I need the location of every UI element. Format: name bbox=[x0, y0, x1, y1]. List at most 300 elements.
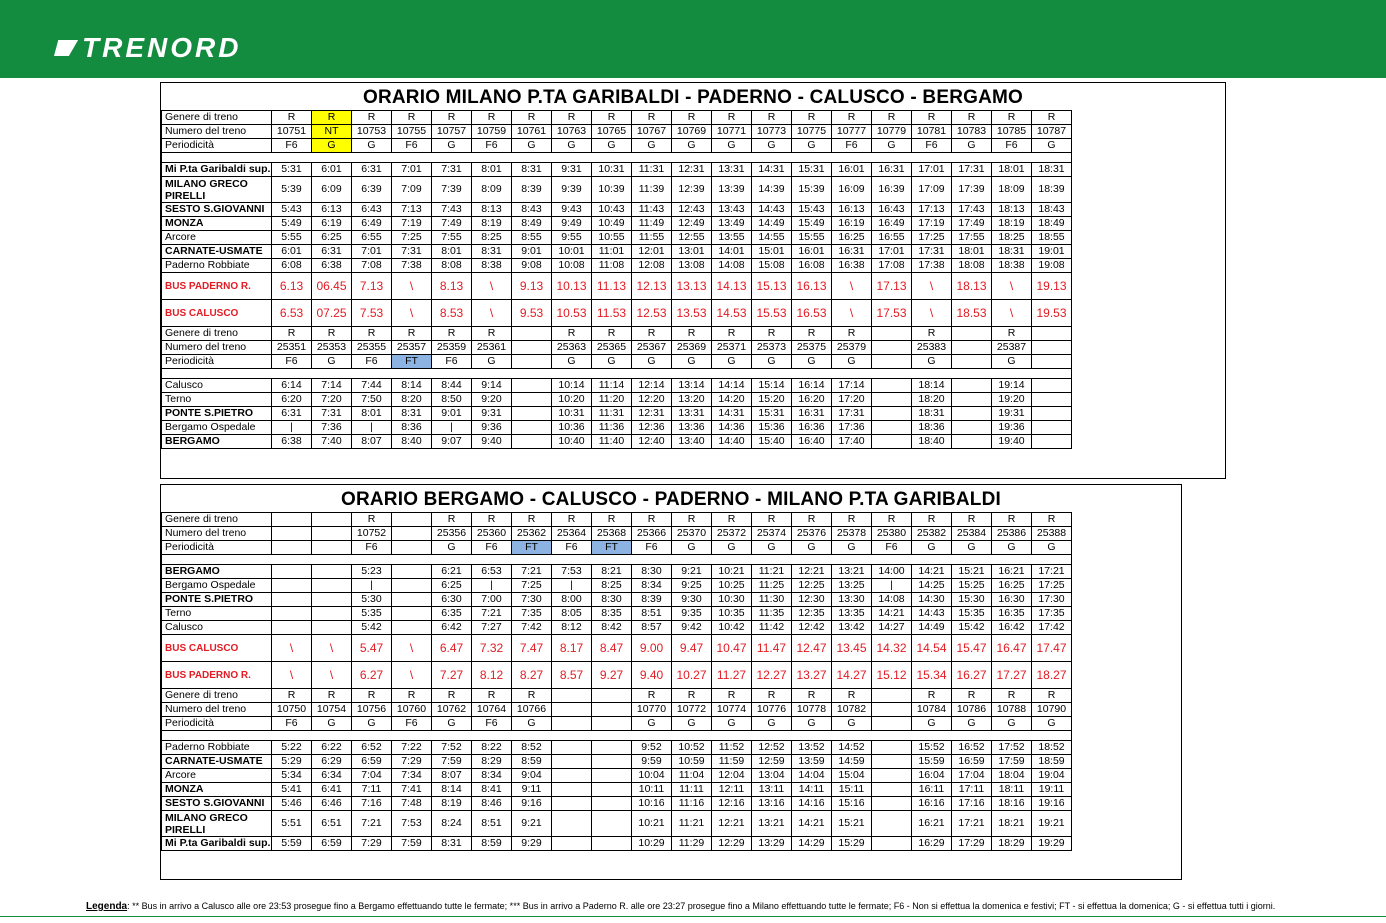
time-cell: 13:40 bbox=[672, 435, 712, 449]
train-cell: 10785 bbox=[992, 125, 1032, 139]
time-cell: 16:55 bbox=[872, 231, 912, 245]
train-cell: R bbox=[712, 111, 752, 125]
time-cell: 16:49 bbox=[872, 217, 912, 231]
time-cell: 7:00 bbox=[472, 593, 512, 607]
time-cell: 13:25 bbox=[832, 579, 872, 593]
time-cell: 8:31 bbox=[432, 837, 472, 851]
time-cell: 11:39 bbox=[632, 177, 672, 203]
time-cell bbox=[552, 769, 592, 783]
time-cell: 9:07 bbox=[432, 435, 472, 449]
time-cell: 6:21 bbox=[432, 565, 472, 579]
time-cell: 15:36 bbox=[752, 421, 792, 435]
train-cell: R bbox=[992, 689, 1032, 703]
bus-name: BUS PADERNO R. bbox=[162, 273, 272, 300]
time-cell: 16:39 bbox=[872, 177, 912, 203]
time-cell: 17:59 bbox=[992, 755, 1032, 769]
time-cell: 17:38 bbox=[912, 259, 952, 273]
time-cell bbox=[872, 741, 912, 755]
bus-time-cell: \ bbox=[912, 273, 952, 300]
train-cell: 10781 bbox=[912, 125, 952, 139]
train-cell: 25365 bbox=[592, 341, 632, 355]
bus-time-cell: 15.13 bbox=[752, 273, 792, 300]
train-cell: G bbox=[312, 139, 352, 153]
train-cell bbox=[512, 355, 552, 369]
train-cell: 10783 bbox=[952, 125, 992, 139]
time-cell: 17:49 bbox=[952, 217, 992, 231]
time-cell: 7:19 bbox=[392, 217, 432, 231]
train-cell: G bbox=[672, 139, 712, 153]
time-cell: 17:35 bbox=[1032, 607, 1072, 621]
stop-name: Arcore bbox=[162, 769, 272, 783]
bus-time-cell: \ bbox=[272, 635, 312, 662]
train-cell: G bbox=[312, 355, 352, 369]
stop-name: PONTE S.PIETRO bbox=[162, 407, 272, 421]
train-cell: 10770 bbox=[632, 703, 672, 717]
bus-row bbox=[162, 662, 1072, 689]
time-cell: 18:38 bbox=[992, 259, 1032, 273]
train-cell bbox=[872, 717, 912, 731]
bus-time-cell: 6.13 bbox=[272, 273, 312, 300]
time-cell: 16:20 bbox=[792, 393, 832, 407]
time-cell: 8:31 bbox=[472, 245, 512, 259]
train-cell: F6 bbox=[392, 139, 432, 153]
time-cell bbox=[872, 811, 912, 837]
time-cell: 14:16 bbox=[792, 797, 832, 811]
time-cell: 14:31 bbox=[752, 163, 792, 177]
time-cell: 8:21 bbox=[592, 565, 632, 579]
time-cell: 14:59 bbox=[832, 755, 872, 769]
time-cell bbox=[392, 565, 432, 579]
time-cell bbox=[952, 393, 992, 407]
bus-time-cell: 11.13 bbox=[592, 273, 632, 300]
train-cell: R bbox=[992, 111, 1032, 125]
time-cell: 17:30 bbox=[1032, 593, 1072, 607]
stop-row bbox=[162, 421, 1072, 435]
time-cell: 7:25 bbox=[512, 579, 552, 593]
train-cell: F6 bbox=[472, 541, 512, 555]
time-cell: 12:55 bbox=[672, 231, 712, 245]
train-cell: G bbox=[712, 355, 752, 369]
train-cell: 10751 bbox=[272, 125, 312, 139]
train-cell: R bbox=[672, 111, 712, 125]
time-cell: 8:36 bbox=[392, 421, 432, 435]
time-cell: 15:43 bbox=[792, 203, 832, 217]
stop-name: MILANO GRECO PIRELLI bbox=[162, 177, 272, 203]
stop-row bbox=[162, 435, 1072, 449]
time-cell: 14:25 bbox=[912, 579, 952, 593]
train-cell: 25373 bbox=[752, 341, 792, 355]
time-cell: 14:21 bbox=[912, 565, 952, 579]
train-cell: R bbox=[632, 513, 672, 527]
train-cell: G bbox=[792, 139, 832, 153]
time-cell bbox=[552, 755, 592, 769]
time-cell: 13:42 bbox=[832, 621, 872, 635]
time-cell: 9:14 bbox=[472, 379, 512, 393]
time-cell: 9:29 bbox=[512, 837, 552, 851]
bus-time-cell: 9.00 bbox=[632, 635, 672, 662]
stop-row bbox=[162, 579, 1072, 593]
train-cell: G bbox=[992, 355, 1032, 369]
time-cell: 8:34 bbox=[472, 769, 512, 783]
time-cell: 7:50 bbox=[352, 393, 392, 407]
train-cell bbox=[952, 341, 992, 355]
time-cell: 6:30 bbox=[432, 593, 472, 607]
train-cell: 25372 bbox=[712, 527, 752, 541]
time-cell: 6:55 bbox=[352, 231, 392, 245]
time-cell bbox=[272, 621, 312, 635]
time-cell: 13:01 bbox=[672, 245, 712, 259]
time-cell: 19:11 bbox=[1032, 783, 1072, 797]
spacer-cell bbox=[162, 731, 1072, 741]
time-cell: 12:40 bbox=[632, 435, 672, 449]
time-cell: 18:20 bbox=[912, 393, 952, 407]
stop-row bbox=[162, 741, 1072, 755]
bus-time-cell: \ bbox=[992, 273, 1032, 300]
train-cell bbox=[872, 327, 912, 341]
train-cell: R bbox=[312, 689, 352, 703]
time-cell: 17:13 bbox=[912, 203, 952, 217]
time-cell: 11:29 bbox=[672, 837, 712, 851]
time-cell bbox=[952, 435, 992, 449]
time-cell: 17:29 bbox=[952, 837, 992, 851]
train-cell: G bbox=[352, 717, 392, 731]
time-cell: 6:38 bbox=[312, 259, 352, 273]
train-cell: 10760 bbox=[392, 703, 432, 717]
train-cell bbox=[1032, 341, 1072, 355]
time-cell: 13:16 bbox=[752, 797, 792, 811]
bus-time-cell: 16.27 bbox=[952, 662, 992, 689]
bus-time-cell: \ bbox=[832, 273, 872, 300]
time-cell: 9:43 bbox=[552, 203, 592, 217]
time-cell: 7:21 bbox=[512, 565, 552, 579]
time-cell: 15:35 bbox=[952, 607, 992, 621]
time-cell: 18:01 bbox=[952, 245, 992, 259]
train-cell: R bbox=[352, 111, 392, 125]
time-cell: 11:21 bbox=[752, 565, 792, 579]
section-title: ORARIO MILANO P.TA GARIBALDI - PADERNO - CALUSCO - BERGAMO bbox=[362, 87, 1024, 108]
header-row bbox=[162, 527, 1072, 541]
train-cell bbox=[952, 355, 992, 369]
time-cell: 13:49 bbox=[712, 217, 752, 231]
train-cell: G bbox=[632, 355, 672, 369]
time-cell: 12:36 bbox=[632, 421, 672, 435]
stop-row bbox=[162, 593, 1072, 607]
bus-time-cell: \ bbox=[912, 300, 952, 327]
spacer-cell bbox=[162, 153, 1072, 163]
time-cell: 16:52 bbox=[952, 741, 992, 755]
train-cell bbox=[552, 717, 592, 731]
train-cell: 10753 bbox=[352, 125, 392, 139]
time-cell: 16:31 bbox=[792, 407, 832, 421]
time-cell: 9:21 bbox=[512, 811, 552, 837]
bus-time-cell: \ bbox=[392, 662, 432, 689]
spacer-cell bbox=[162, 555, 1072, 565]
train-cell: G bbox=[792, 541, 832, 555]
train-cell: 10752 bbox=[352, 527, 392, 541]
time-cell: 15:21 bbox=[952, 565, 992, 579]
train-cell: 10773 bbox=[752, 125, 792, 139]
time-cell bbox=[552, 783, 592, 797]
time-cell: 16:21 bbox=[992, 565, 1032, 579]
time-cell: 12:31 bbox=[632, 407, 672, 421]
stop-row bbox=[162, 783, 1072, 797]
train-cell: 10761 bbox=[512, 125, 552, 139]
bus-time-cell: 11.47 bbox=[752, 635, 792, 662]
train-cell: G bbox=[312, 717, 352, 731]
time-cell bbox=[512, 435, 552, 449]
time-cell: 8:59 bbox=[472, 837, 512, 851]
row-label: Periodicità bbox=[162, 139, 272, 153]
train-cell: 25382 bbox=[912, 527, 952, 541]
time-cell: 16:40 bbox=[792, 435, 832, 449]
time-cell: 16:31 bbox=[832, 245, 872, 259]
train-cell: 25366 bbox=[632, 527, 672, 541]
train-cell: 25353 bbox=[312, 341, 352, 355]
train-cell bbox=[272, 541, 312, 555]
time-cell: 17:19 bbox=[912, 217, 952, 231]
time-cell: 19:29 bbox=[1032, 837, 1072, 851]
time-cell: 12:08 bbox=[632, 259, 672, 273]
time-cell: 17:36 bbox=[832, 421, 872, 435]
time-cell: 6:13 bbox=[312, 203, 352, 217]
bus-time-cell: 5.47 bbox=[352, 635, 392, 662]
header-row bbox=[162, 541, 1072, 555]
time-cell: 12:29 bbox=[712, 837, 752, 851]
bus-time-cell: 17.53 bbox=[872, 300, 912, 327]
spacer-row bbox=[162, 555, 1072, 565]
bus-time-cell: 9.13 bbox=[512, 273, 552, 300]
time-cell: 7:38 bbox=[392, 259, 432, 273]
time-cell: 7:42 bbox=[512, 621, 552, 635]
legend-text: : ** Bus in arrivo a Calusco alle ore 23:53 prosegue fino a Bergamo effettuando tutte le fermate; *** Bus in arrivo a Paderno R. alle ore 23:27 prosegue fino a Milano effettuando tutte le fermate; F6 - Non si effettua la domenica e festivi; FT - si effettua la domenica; G - si effettua tutti i giorni. bbox=[127, 901, 1276, 911]
train-cell: F6 bbox=[272, 717, 312, 731]
bus-time-cell: 15.12 bbox=[872, 662, 912, 689]
time-cell: 12:42 bbox=[792, 621, 832, 635]
time-cell: 19:08 bbox=[1032, 259, 1072, 273]
bus-time-cell: 15.47 bbox=[952, 635, 992, 662]
spacer-row bbox=[162, 153, 1072, 163]
time-cell: 10:36 bbox=[552, 421, 592, 435]
time-cell bbox=[552, 797, 592, 811]
time-cell: 7:22 bbox=[392, 741, 432, 755]
time-cell: 13:55 bbox=[712, 231, 752, 245]
time-cell: 13:36 bbox=[672, 421, 712, 435]
time-cell: 8:51 bbox=[632, 607, 672, 621]
time-cell: 12:30 bbox=[792, 593, 832, 607]
train-cell: G bbox=[952, 717, 992, 731]
bus-time-cell: 10.27 bbox=[672, 662, 712, 689]
time-cell bbox=[952, 379, 992, 393]
time-cell: 15:30 bbox=[952, 593, 992, 607]
bus-time-cell: \ bbox=[472, 300, 512, 327]
time-cell: 19:20 bbox=[992, 393, 1032, 407]
time-cell: 10:31 bbox=[592, 163, 632, 177]
train-cell: F6 bbox=[472, 717, 512, 731]
time-cell: 12:31 bbox=[672, 163, 712, 177]
time-cell: 12:21 bbox=[792, 565, 832, 579]
train-cell: G bbox=[1032, 717, 1072, 731]
time-cell: 8:07 bbox=[352, 435, 392, 449]
time-cell bbox=[312, 593, 352, 607]
time-cell bbox=[272, 593, 312, 607]
stop-name: SESTO S.GIOVANNI bbox=[162, 797, 272, 811]
bus-time-cell: 11.27 bbox=[712, 662, 752, 689]
time-cell bbox=[592, 783, 632, 797]
train-cell bbox=[312, 527, 352, 541]
time-cell: 12:16 bbox=[712, 797, 752, 811]
time-cell: 9:40 bbox=[472, 435, 512, 449]
time-cell: 6:25 bbox=[312, 231, 352, 245]
time-cell: 5:35 bbox=[352, 607, 392, 621]
train-cell: G bbox=[792, 355, 832, 369]
bus-time-cell: 6.53 bbox=[272, 300, 312, 327]
time-cell: 11:42 bbox=[752, 621, 792, 635]
time-cell: 12:01 bbox=[632, 245, 672, 259]
bus-time-cell: 14.54 bbox=[912, 635, 952, 662]
train-cell: R bbox=[912, 327, 952, 341]
train-cell: 25378 bbox=[832, 527, 872, 541]
train-cell bbox=[552, 703, 592, 717]
time-cell: 14:04 bbox=[792, 769, 832, 783]
trenord-logo bbox=[56, 32, 241, 64]
time-cell: 18:25 bbox=[992, 231, 1032, 245]
time-cell: 8:25 bbox=[472, 231, 512, 245]
train-cell: G bbox=[952, 541, 992, 555]
time-cell: 6:42 bbox=[432, 621, 472, 635]
train-cell: 10774 bbox=[712, 703, 752, 717]
train-cell: 10762 bbox=[432, 703, 472, 717]
time-cell bbox=[512, 393, 552, 407]
train-cell: G bbox=[512, 717, 552, 731]
time-cell: 13:59 bbox=[792, 755, 832, 769]
bus-time-cell: 10.47 bbox=[712, 635, 752, 662]
time-cell: 14:00 bbox=[872, 565, 912, 579]
train-cell: G bbox=[432, 717, 472, 731]
time-cell: 6:39 bbox=[352, 177, 392, 203]
bus-time-cell: 7.47 bbox=[512, 635, 552, 662]
time-cell: 7:13 bbox=[392, 203, 432, 217]
time-cell: 19:01 bbox=[1032, 245, 1072, 259]
time-cell: 16:01 bbox=[832, 163, 872, 177]
train-cell: F6 bbox=[992, 139, 1032, 153]
time-cell: 14:36 bbox=[712, 421, 752, 435]
time-cell: 17:01 bbox=[872, 245, 912, 259]
row-label: Periodicità bbox=[162, 541, 272, 555]
bus-time-cell: 19.13 bbox=[1032, 273, 1072, 300]
time-cell: 17:25 bbox=[1032, 579, 1072, 593]
stop-row bbox=[162, 755, 1072, 769]
bus-time-cell: \ bbox=[472, 273, 512, 300]
time-cell: 6:53 bbox=[472, 565, 512, 579]
time-cell: 7:16 bbox=[352, 797, 392, 811]
train-cell: R bbox=[472, 327, 512, 341]
stop-row bbox=[162, 177, 1072, 203]
header-row bbox=[162, 513, 1072, 527]
time-cell: 5:41 bbox=[272, 783, 312, 797]
time-cell bbox=[872, 769, 912, 783]
time-cell: 11:35 bbox=[752, 607, 792, 621]
spacer-row bbox=[162, 731, 1072, 741]
time-cell: 7:59 bbox=[392, 837, 432, 851]
time-cell: 5:29 bbox=[272, 755, 312, 769]
train-cell: R bbox=[832, 111, 872, 125]
time-cell: 9:04 bbox=[512, 769, 552, 783]
bus-time-cell: 9.40 bbox=[632, 662, 672, 689]
bus-row bbox=[162, 300, 1072, 327]
time-cell: 13:39 bbox=[712, 177, 752, 203]
time-cell: 17:25 bbox=[912, 231, 952, 245]
time-cell: 15:25 bbox=[952, 579, 992, 593]
time-cell: 10:16 bbox=[632, 797, 672, 811]
time-cell: 9:01 bbox=[432, 407, 472, 421]
train-cell: G bbox=[712, 139, 752, 153]
time-cell: 5:22 bbox=[272, 741, 312, 755]
stop-name: Terno bbox=[162, 607, 272, 621]
time-cell: 7:55 bbox=[432, 231, 472, 245]
header-row bbox=[162, 125, 1072, 139]
time-cell: 9:31 bbox=[472, 407, 512, 421]
time-cell: 7:09 bbox=[392, 177, 432, 203]
time-cell: 16:16 bbox=[912, 797, 952, 811]
time-cell: 8:42 bbox=[592, 621, 632, 635]
time-cell: 16:38 bbox=[832, 259, 872, 273]
train-cell: G bbox=[752, 139, 792, 153]
time-cell: 13:20 bbox=[672, 393, 712, 407]
time-cell: 13:43 bbox=[712, 203, 752, 217]
time-cell: 10:55 bbox=[592, 231, 632, 245]
train-cell: R bbox=[792, 689, 832, 703]
time-cell: 16:09 bbox=[832, 177, 872, 203]
time-cell: 11:25 bbox=[752, 579, 792, 593]
time-cell: 6:38 bbox=[272, 435, 312, 449]
time-cell bbox=[552, 837, 592, 851]
train-cell: R bbox=[472, 111, 512, 125]
header-row bbox=[162, 703, 1072, 717]
time-cell bbox=[592, 741, 632, 755]
row-label: Genere di treno bbox=[162, 111, 272, 125]
time-cell: 15:31 bbox=[792, 163, 832, 177]
time-cell: 13:52 bbox=[792, 741, 832, 755]
time-cell: 18:43 bbox=[1032, 203, 1072, 217]
bus-time-cell: 13.53 bbox=[672, 300, 712, 327]
time-cell: 9:59 bbox=[632, 755, 672, 769]
bus-time-cell: 14.32 bbox=[872, 635, 912, 662]
time-cell: 7:01 bbox=[392, 163, 432, 177]
time-cell: 19:14 bbox=[992, 379, 1032, 393]
time-cell: 11:52 bbox=[712, 741, 752, 755]
time-cell: 7:43 bbox=[432, 203, 472, 217]
time-cell: 5:39 bbox=[272, 177, 312, 203]
stop-row bbox=[162, 621, 1072, 635]
bus-time-cell: 07.25 bbox=[312, 300, 352, 327]
time-cell: 14:21 bbox=[792, 811, 832, 837]
train-cell: 25376 bbox=[792, 527, 832, 541]
train-cell: G bbox=[472, 355, 512, 369]
timetable-grid bbox=[161, 110, 1072, 449]
time-cell: 14:39 bbox=[752, 177, 792, 203]
train-cell: G bbox=[792, 717, 832, 731]
time-cell: 17:11 bbox=[952, 783, 992, 797]
stop-name: Mi P.ta Garibaldi sup. bbox=[162, 163, 272, 177]
time-cell: 10:01 bbox=[552, 245, 592, 259]
time-cell bbox=[872, 797, 912, 811]
time-cell bbox=[872, 435, 912, 449]
train-cell: 10765 bbox=[592, 125, 632, 139]
time-cell: 17:21 bbox=[952, 811, 992, 837]
time-cell: 16:36 bbox=[792, 421, 832, 435]
row-label: Numero del treno bbox=[162, 125, 272, 139]
time-cell: 17:14 bbox=[832, 379, 872, 393]
